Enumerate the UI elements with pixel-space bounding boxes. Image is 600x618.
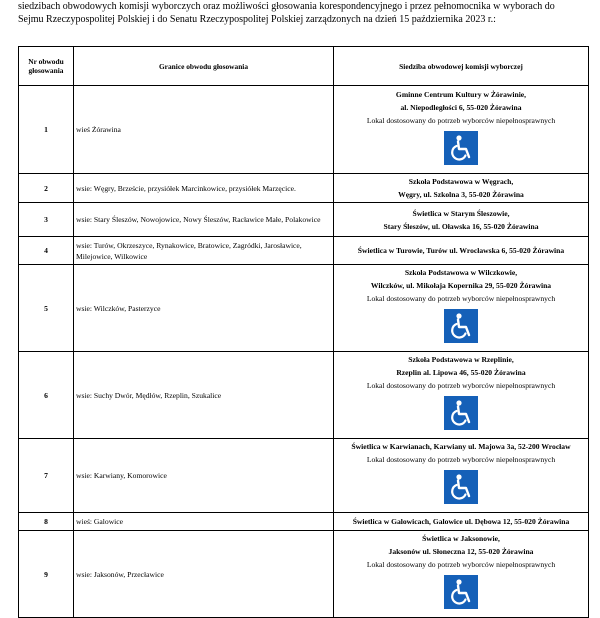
commission-seat	[334, 86, 589, 174]
seat-address: Jaksonów ul. Słoneczna 12, 55-020 Żórawina	[388, 547, 534, 556]
wheelchair-icon	[444, 309, 478, 343]
district-boundaries: wieś: Galowice	[74, 513, 334, 531]
table-row	[19, 174, 589, 203]
header-number: Nr obwodu głosowania	[19, 47, 74, 86]
polling-districts-table	[18, 46, 589, 618]
wheelchair-icon	[444, 470, 478, 504]
district-boundaries: wieś Żórawina	[74, 86, 334, 174]
accessible-note: Lokal dostosowany do potrzeb wyborców niepełnosprawnych	[366, 560, 556, 569]
district-number: 8	[19, 513, 74, 531]
table-row	[19, 237, 589, 265]
intro-line-1: siedzibach obwodowych komisji wyborczych oraz możliwości głosowania korespondencyjnego i przez pełnomocnika w wyborach do	[18, 1, 555, 12]
seat-name: Szkoła Podstawowa w Węgrach,	[408, 177, 514, 186]
seat-name: Szkoła Podstawowa w Wilczkowie,	[404, 268, 518, 277]
seat-name: Gminne Centrum Kultury w Żórawinie,	[395, 89, 527, 99]
seat-name: Świetlica w Turowie, Turów ul. Wrocławska 6, 55-020 Żórawina	[357, 246, 565, 255]
commission-seat	[334, 203, 589, 237]
district-number: 1	[19, 86, 74, 174]
commission-seat	[334, 352, 589, 439]
seat-address: Węgry, ul. Szkolna 3, 55-020 Żórawina	[398, 190, 524, 199]
seat-name: Szkoła Podstawowa w Rzeplinie,	[408, 355, 514, 364]
accessible-note: Lokal dostosowany do potrzeb wyborców niepełnosprawnych	[366, 115, 556, 125]
district-number: 2	[19, 174, 74, 203]
district-boundaries: wsie: Turów, Okrzeszyce, Rynakowice, Bratowice, Zagródki, Jarosławice, Milejowice, Wilkowice	[74, 237, 334, 265]
header-seat: Siedziba obwodowej komisji wyborczej	[334, 47, 589, 86]
intro-text	[18, 0, 588, 26]
seat-address: al. Niepodległości 6, 55-020 Żórawina	[400, 102, 522, 112]
wheelchair-icon	[444, 575, 478, 609]
district-boundaries: wsie: Stary Śleszów, Nowojowice, Nowy Śleszów, Racławice Małe, Polakowice	[74, 203, 334, 237]
table-row	[19, 86, 589, 174]
commission-seat	[334, 265, 589, 352]
district-number: 9	[19, 531, 74, 618]
accessible-note: Lokal dostosowany do potrzeb wyborców niepełnosprawnych	[366, 455, 556, 464]
wheelchair-icon	[444, 131, 478, 165]
seat-address: Stary Śleszów, ul. Oławska 16, 55-020 Żórawina	[383, 221, 539, 231]
commission-seat	[334, 439, 589, 513]
commission-seat	[334, 174, 589, 203]
accessible-note: Lokal dostosowany do potrzeb wyborców niepełnosprawnych	[366, 294, 556, 303]
district-number: 6	[19, 352, 74, 439]
seat-name: Świetlica w Karwianach, Karwiany ul. Majowa 3a, 52-200 Wrocław	[351, 442, 571, 451]
district-boundaries: wsie: Karwiany, Komorowice	[74, 439, 334, 513]
district-number: 4	[19, 237, 74, 265]
header-boundaries: Granice obwodu głosowania	[74, 47, 334, 86]
table-row	[19, 531, 589, 618]
district-boundaries: wsie: Jaksonów, Przecławice	[74, 531, 334, 618]
seat-address: Rzeplin al. Lipowa 46, 55-020 Żórawina	[396, 368, 526, 377]
intro-line-2: Sejmu Rzeczypospolitej Polskiej i do Senatu Rzeczypospolitej Polskiej zarządzonych na dzień 15 października 2023 r.:	[18, 14, 496, 25]
district-boundaries: wsie: Wilczków, Pasterzyce	[74, 265, 334, 352]
district-boundaries: wsie: Węgry, Brzeście, przysiółek Marcinkowice, przysiółek Marzęcice.	[74, 174, 334, 203]
table-row	[19, 513, 589, 531]
district-number: 5	[19, 265, 74, 352]
table-row	[19, 265, 589, 352]
commission-seat	[334, 237, 589, 265]
table-row	[19, 439, 589, 513]
commission-seat	[334, 513, 589, 531]
accessible-note: Lokal dostosowany do potrzeb wyborców niepełnosprawnych	[366, 381, 556, 390]
wheelchair-icon	[444, 396, 478, 430]
district-number: 3	[19, 203, 74, 237]
table-row	[19, 352, 589, 439]
seat-name: Świetlica w Galowicach, Galowice ul. Dębowa 12, 55-020 Żórawina	[352, 517, 570, 526]
seat-address: Wilczków, ul. Mikołaja Kopernika 29, 55-020 Żórawina	[370, 281, 552, 290]
table-row	[19, 203, 589, 237]
table-header-row	[19, 47, 589, 86]
seat-name: Świetlica w Starym Śleszowie,	[412, 208, 510, 218]
district-number: 7	[19, 439, 74, 513]
seat-name: Świetlica w Jaksonowie,	[422, 534, 500, 543]
commission-seat	[334, 531, 589, 618]
district-boundaries: wsie: Suchy Dwór, Mędłów, Rzeplin, Szukalice	[74, 352, 334, 439]
